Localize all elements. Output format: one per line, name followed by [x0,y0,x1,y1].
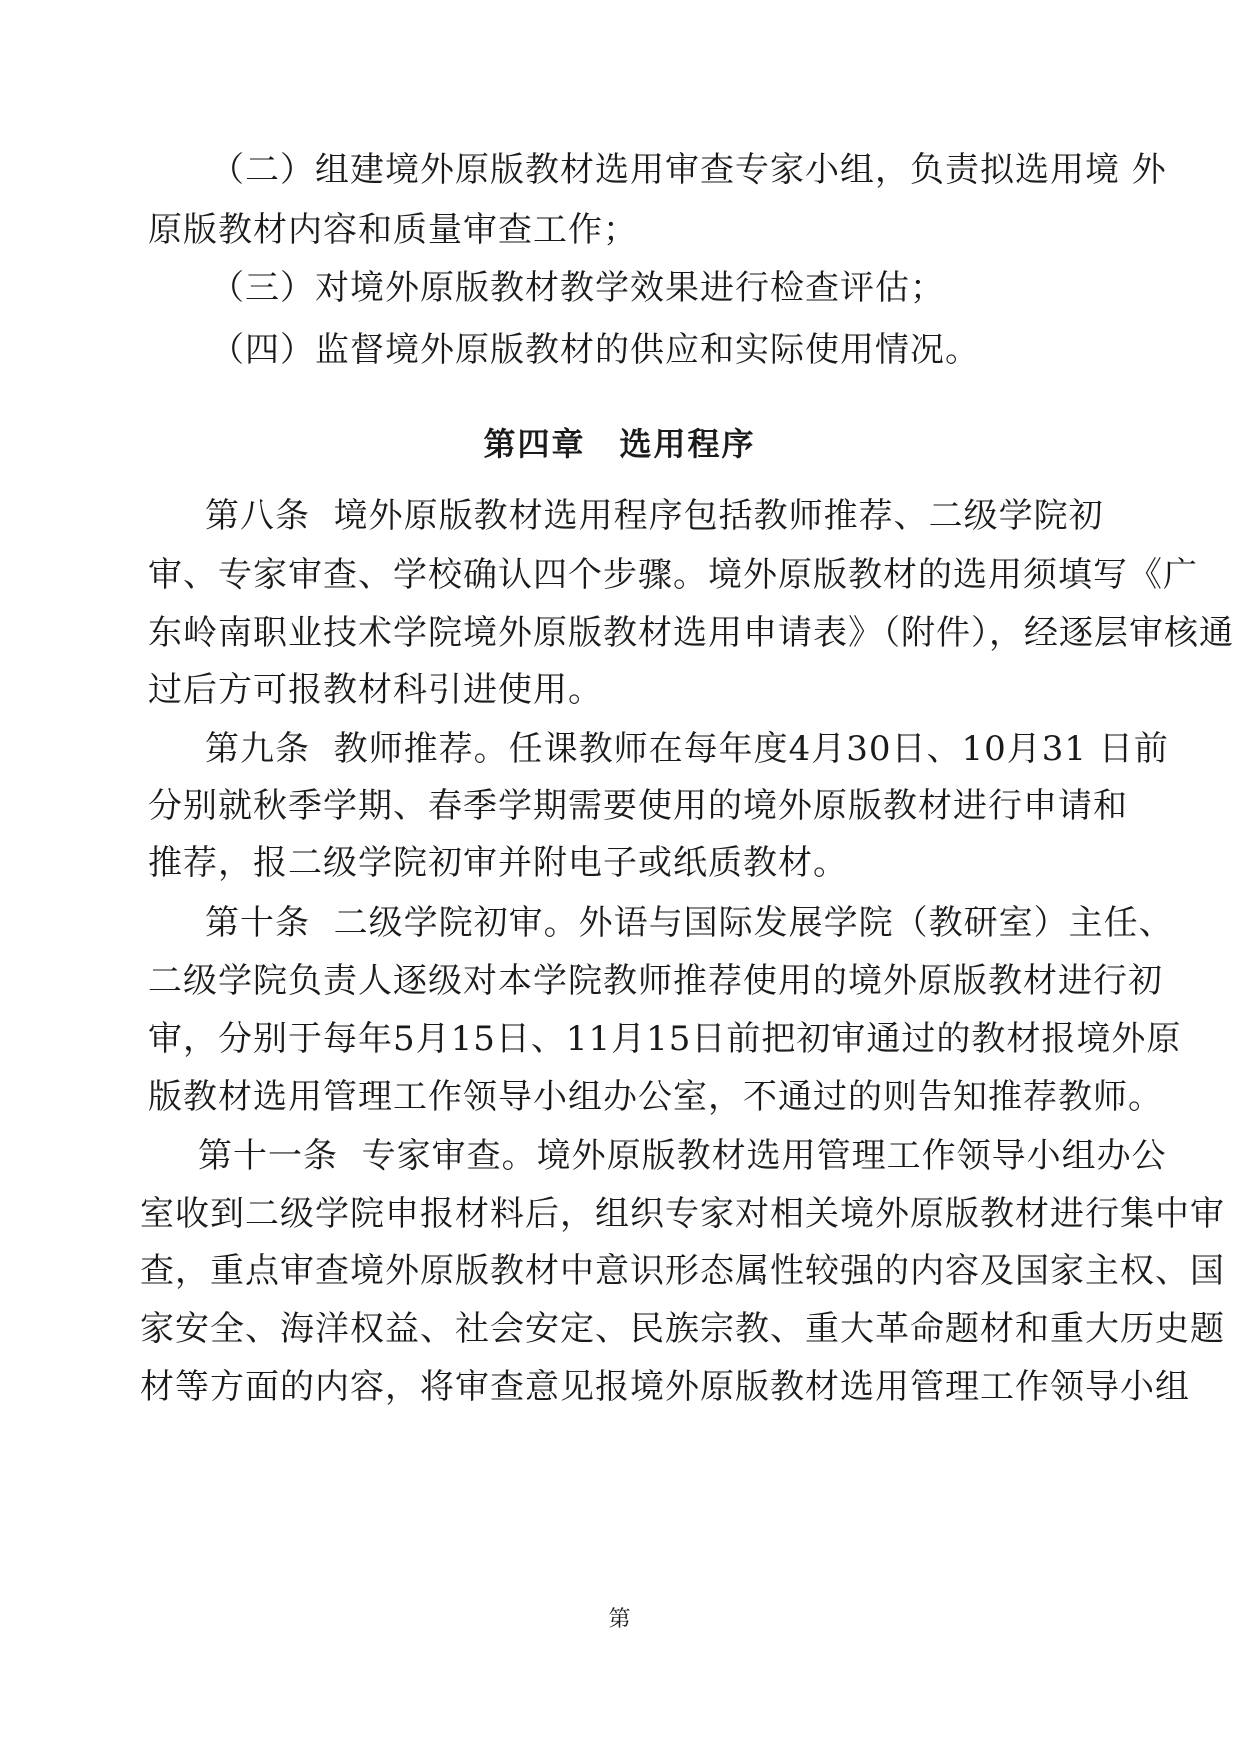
article-10-line-4: 版教材选用管理工作领导小组办公室，不通过的则告知推荐教师。 [148,1077,1163,1117]
page-footer: 第 [608,1607,631,1632]
clause-4: （四）监督境外原版教材的供应和实际使用情况。 [210,330,980,370]
article-8-line-3: 东岭南职业技术学院境外原版教材选用申请表》（附件），经逐层审核通 [148,613,1234,653]
article-11-line-4: 家安全、海洋权益、社会安定、民族宗教、重大革命题材和重大历史题 [140,1309,1225,1349]
article-9-line-3: 推荐，报二级学院初审并附电子或纸质教材。 [148,843,848,883]
article-11-line-1: 第十一条 专家审查。境外原版教材选用管理工作领导小组办公 [198,1136,1167,1176]
chapter-title: 第四章 选用程序 [483,425,756,463]
clause-2-line-1: （二）组建境外原版教材选用审查专家小组，负责拟选用境 外 [210,150,1167,190]
article-11-line-2: 室收到二级学院申报材料后，组织专家对相关境外原版教材进行集中审 [140,1194,1225,1234]
article-10-line-3: 审，分别于每年5月15日、11月15日前把初审通过的教材报境外原 [148,1019,1182,1059]
article-8-line-1: 第八条 境外原版教材选用程序包括教师推荐、二级学院初 [205,496,1104,536]
article-8-line-2: 审、专家审查、学校确认四个步骤。境外原版教材的选用须填写《广 [148,555,1198,595]
article-8-line-4: 过后方可报教材科引进使用。 [148,670,603,710]
clause-3: （三）对境外原版教材教学效果进行检查评估； [210,268,945,308]
article-11-line-5: 材等方面的内容，将审查意见报境外原版教材选用管理工作领导小组 [140,1367,1190,1407]
article-10-line-2: 二级学院负责人逐级对本学院教师推荐使用的境外原版教材进行初 [148,961,1163,1001]
clause-2-line-2: 原版教材内容和质量审查工作； [148,210,638,250]
article-9-line-1: 第九条 教师推荐。任课教师在每年度4月30日、10月31 日前 [205,729,1169,769]
article-11-line-3: 查，重点审查境外原版教材中意识形态属性较强的内容及国家主权、国 [140,1251,1225,1291]
article-9-line-2: 分别就秋季学期、春季学期需要使用的境外原版教材进行申请和 [148,786,1128,826]
article-10-line-1: 第十条 二级学院初审。外语与国际发展学院（教研室）主任、 [205,903,1174,943]
